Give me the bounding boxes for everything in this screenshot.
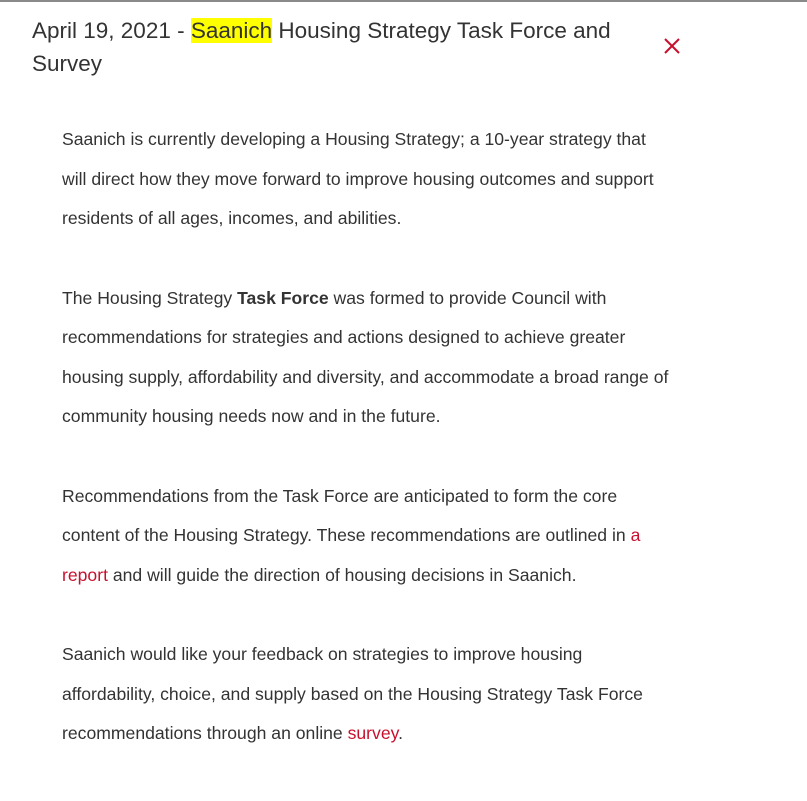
task-force-emphasis: Task Force — [237, 287, 329, 308]
report-link[interactable]: a report — [62, 525, 641, 585]
paragraph-text: Saanich is currently developing a Housing Strategy; a 10-year strategy that will direct how they move forward to improve housing outcomes and support residents of all ages, incomes, and abilities. — [62, 129, 654, 228]
paragraph-text: and will guide the direction of housing decisions in Saanich. — [107, 564, 577, 585]
paragraph-recommendations — [62, 477, 672, 596]
top-divider — [0, 0, 807, 2]
title-date: April 19, 2021 - — [32, 18, 191, 43]
close-icon — [660, 34, 684, 58]
survey-link[interactable]: survey — [347, 723, 399, 743]
paragraph-text: The Housing Strategy — [62, 287, 238, 308]
paragraph-text: . — [398, 723, 403, 743]
paragraph-intro — [62, 120, 672, 239]
paragraph-text: Saanich would like your feedback on strategies to improve housing affordability, choice, and supply based on the Housing Strategy Task Force recommendations through an online — [62, 644, 643, 743]
paragraph-task-force — [62, 279, 672, 437]
close-button[interactable] — [660, 34, 684, 58]
paragraph-survey — [62, 635, 672, 754]
article-body — [62, 120, 672, 794]
title-text: Housing Strategy Task Force and Survey — [32, 18, 611, 76]
search-highlight: Saanich — [190, 18, 273, 43]
paragraph-text: was formed to provide Council with recommendations for strategies and actions designed to achieve greater housing supply, affordability and diversity, and accommodate a broad range of community housing needs now and in the future. — [62, 287, 669, 426]
modal-title — [32, 14, 642, 80]
paragraph-text: Recommendations from the Task Force are anticipated to form the core content of the Housing Strategy. These recommendations are outlined in — [62, 485, 631, 545]
